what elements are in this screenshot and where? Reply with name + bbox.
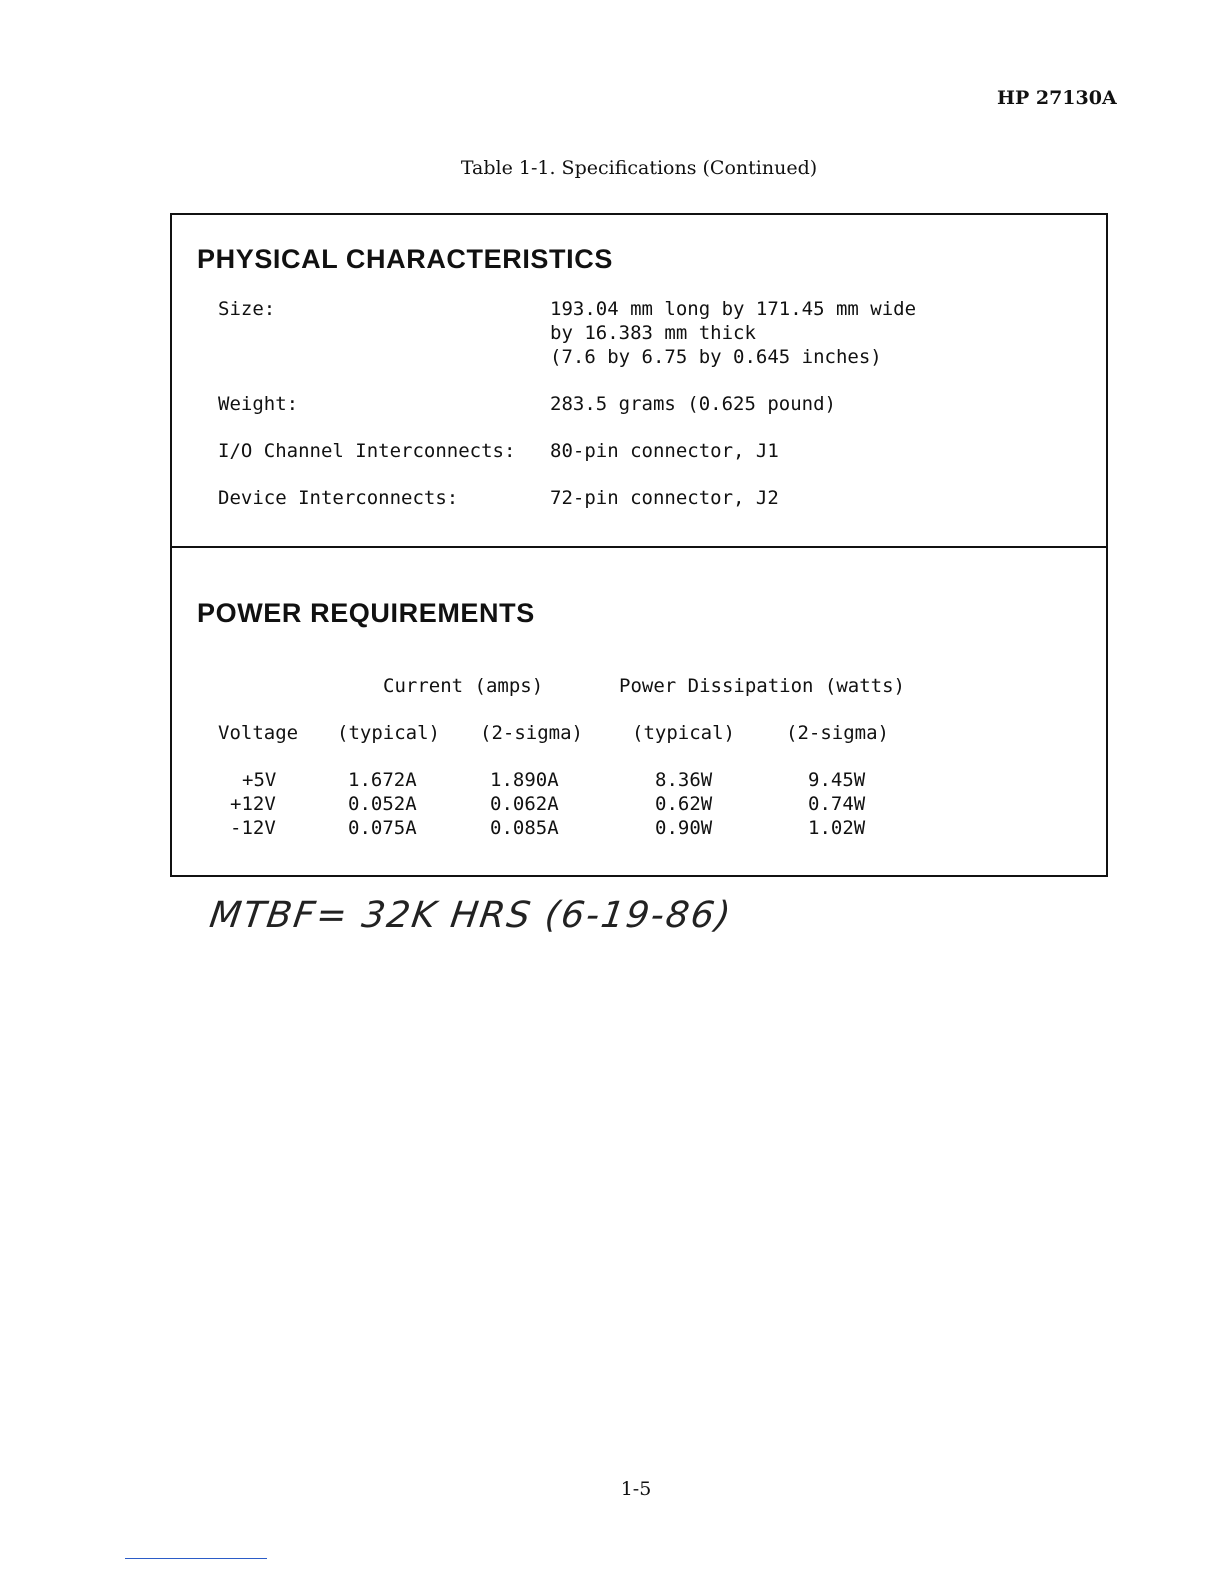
io-channel-value: 80-pin connector, J1 [550, 440, 779, 462]
column-header-power-2sigma: (2-sigma) [786, 722, 889, 744]
size-label: Size: [218, 298, 276, 320]
table-cell-current-2sigma: 0.085A [490, 817, 559, 839]
table-cell-current-typical: 1.672A [348, 769, 417, 791]
current-group-header: Current (amps) [383, 675, 544, 697]
device-interconnects-label: Device Interconnects: [218, 487, 459, 509]
io-channel-label: I/O Channel Interconnects: [218, 440, 516, 462]
size-value-line-3: (7.6 by 6.75 by 0.645 inches) [550, 346, 882, 368]
table-cell-power-typical: 8.36W [655, 769, 713, 791]
physical-heading: PHYSICAL CHARACTERISTICS [197, 244, 613, 274]
table-caption: Table 1-1. Specifications (Continued) [460, 157, 818, 179]
table-cell-power-2sigma: 0.74W [808, 793, 866, 815]
table-cell-voltage: -12V [230, 817, 276, 839]
table-cell-current-2sigma: 1.890A [490, 769, 559, 791]
power-group-header: Power Dissipation (watts) [619, 675, 905, 697]
document-id: HP 27130A [997, 87, 1117, 109]
device-interconnects-value: 72-pin connector, J2 [550, 487, 779, 509]
column-header-current-typical: (typical) [337, 722, 440, 744]
handwritten-mtbf-note: MTBF= 32K HRS (6-19-86) [207, 895, 735, 936]
size-value-line-2: by 16.383 mm thick [550, 322, 756, 344]
page-number: 1-5 [620, 1478, 652, 1500]
column-header-current-2sigma: (2-sigma) [480, 722, 583, 744]
size-value-line-1: 193.04 mm long by 171.45 mm wide [550, 298, 917, 320]
table-cell-current-2sigma: 0.062A [490, 793, 559, 815]
power-heading: POWER REQUIREMENTS [197, 598, 535, 628]
power-requirements-box [170, 546, 1108, 877]
table-cell-voltage: +12V [230, 793, 276, 815]
table-cell-voltage: +5V [242, 769, 277, 791]
table-cell-power-2sigma: 1.02W [808, 817, 866, 839]
table-cell-current-typical: 0.075A [348, 817, 417, 839]
column-header-voltage: Voltage [218, 722, 299, 744]
weight-label: Weight: [218, 393, 299, 415]
footer-rule [125, 1558, 267, 1559]
column-header-power-typical: (typical) [632, 722, 735, 744]
table-cell-power-typical: 0.62W [655, 793, 713, 815]
table-cell-power-typical: 0.90W [655, 817, 713, 839]
table-cell-power-2sigma: 9.45W [808, 769, 866, 791]
weight-value: 283.5 grams (0.625 pound) [550, 393, 836, 415]
table-cell-current-typical: 0.052A [348, 793, 417, 815]
